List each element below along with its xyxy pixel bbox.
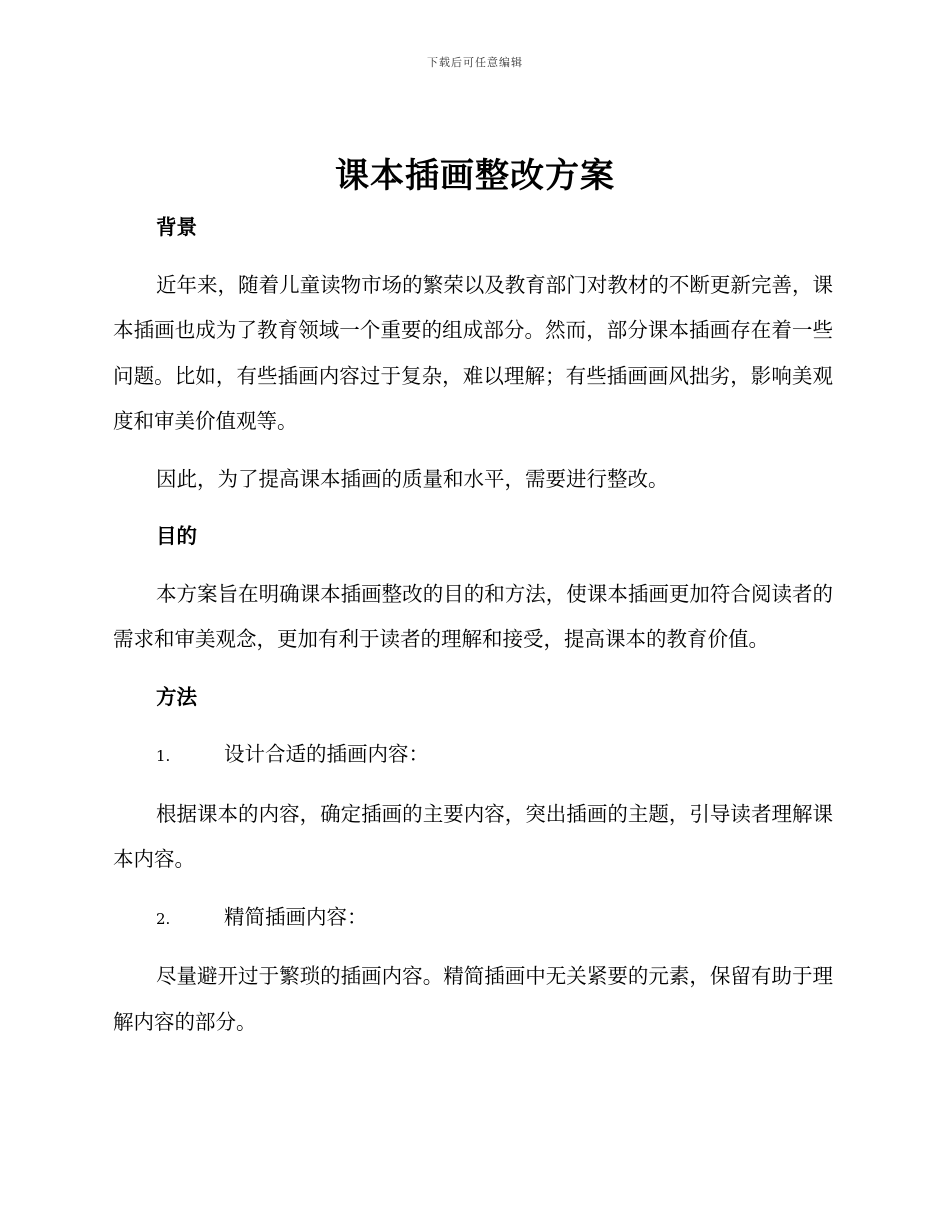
method-list-item [113,732,833,780]
section-heading-method: 方法 [156,684,197,709]
purpose-paragraph-1: 本方案旨在明确课本插画整改的目的和方法，使课本插画更加符合阅读者的需求和审美观念，更加有利于读者的理解和接受，提高课本的教育价值。 [113,581,833,651]
section-heading-background: 背景 [156,215,197,239]
header-note: 下载后可任意编辑 [427,56,523,69]
background-paragraph-2: 因此，为了提高课本插画的质量和水平，需要进行整改。 [156,466,669,491]
list-number: 2. [156,909,171,928]
list-item-title: 精简插画内容： [224,904,368,929]
method-list-item [113,895,833,943]
background-paragraph-1: 近年来，随着儿童读物市场的繁荣以及教育部门对教材的不断更新完善，课本插画也成为了教育领域一个重要的组成部分。然而，部分课本插画存在着一些问题。比如，有些插画内容过于复杂，难以理解；有些插画画风拙劣，影响美观度和审美价值观等。 [113,272,833,433]
document-title: 课本插画整改方案 [335,156,615,196]
document-body [113,205,833,1057]
section-heading-purpose: 目的 [156,524,197,548]
list-number: 1. [156,747,171,765]
method-item-description: 根据课本的内容，确定插画的主要内容，突出插画的主题，引导读者理解课本内容。 [113,801,833,871]
method-item-description: 尽量避开过于繁琐的插画内容。精简插画中无关紧要的元素，保留有助于理解内容的部分。 [113,964,833,1034]
list-item-title: 设计合适的插画内容： [224,742,429,766]
